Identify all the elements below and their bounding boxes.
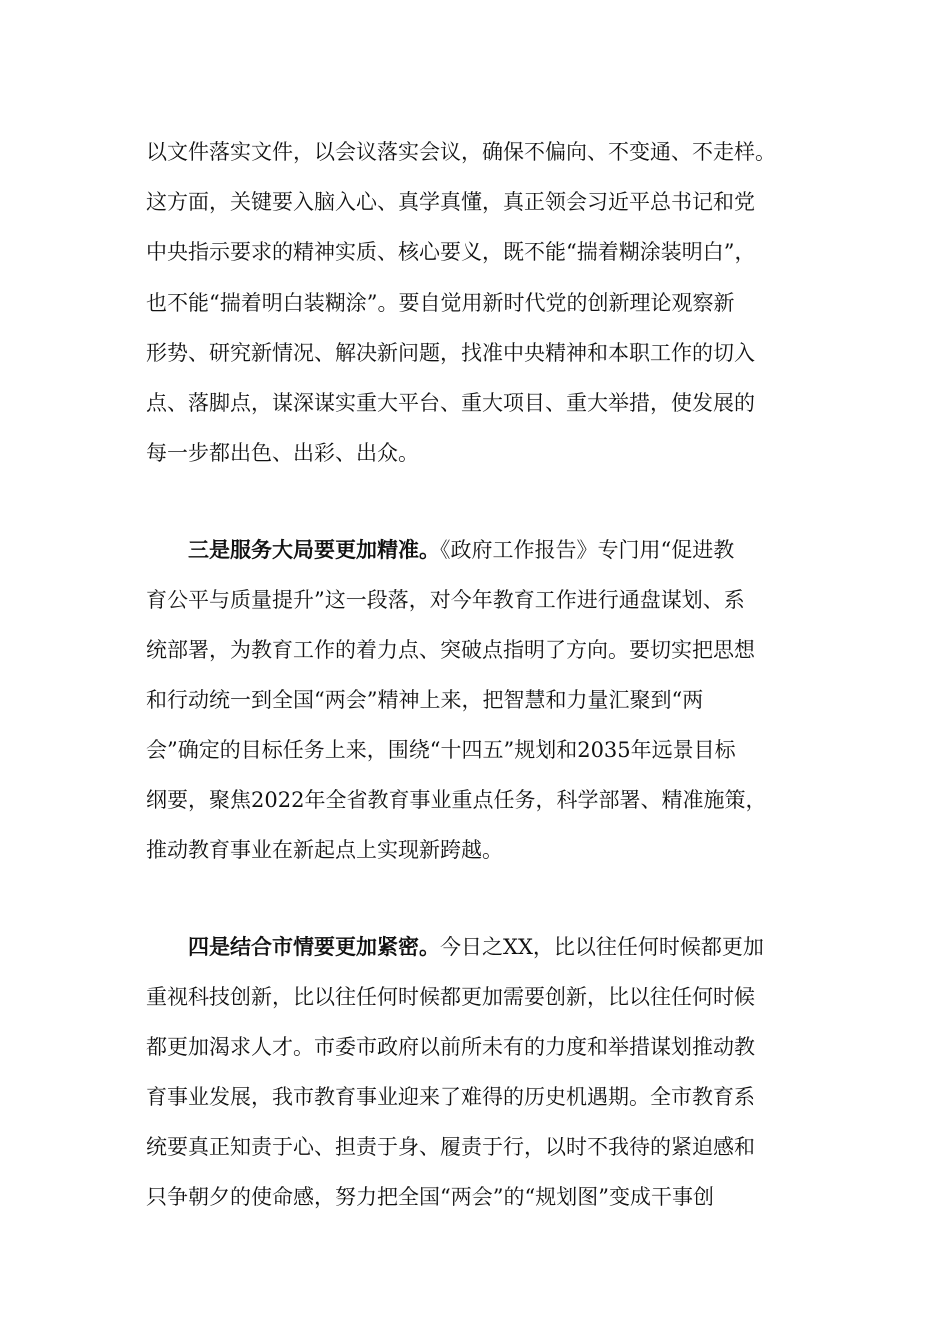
- paragraph-2-line-7: 推动教育事业在新起点上实现新跨越。: [146, 838, 503, 862]
- paragraph-1-line-5: 形势、研究新情况、解决新问题，找准中央精神和本职工作的切入: [146, 341, 755, 365]
- paragraph-1-line-3: 中央指示要求的精神实质、核心要义，既不能“揣着糊涂装明白”，: [146, 240, 756, 264]
- paragraph-2-line-2: 育公平与质量提升”这一段落，对今年教育工作进行通盘谋划、系: [146, 588, 745, 612]
- paragraph-3-line-4: 育事业发展，我市教育事业迎来了难得的历史机遇期。全市教育系: [146, 1085, 755, 1109]
- paragraph-3-heading: 四是结合市情要更加紧密。: [188, 934, 440, 959]
- paragraph-2-line-4: 和行动统一到全国“两会”精神上来，把智慧和力量汇聚到“两: [146, 688, 704, 712]
- paragraph-1-line-4: 也不能“揣着明白装糊涂”。要自觉用新时代党的创新理论观察新: [146, 291, 735, 315]
- paragraph-1-line-2: 这方面，关键要入脑入心、真学真懂，真正领会习近平总书记和党: [146, 190, 755, 214]
- paragraph-1-line-1: 以文件落实文件，以会议落实会议，确保不偏向、不变通、不走样。: [146, 140, 776, 164]
- paragraph-3-line-6: 只争朝夕的使命感，努力把全国“两会”的“规划图”变成干事创: [146, 1185, 714, 1209]
- paragraph-3-line-5: 统要真正知责于心、担责于身、履责于行，以时不我待的紧迫感和: [146, 1135, 755, 1159]
- paragraph-2-line-6: 纲要，聚焦2022年全省教育事业重点任务，科学部署、精准施策，: [146, 788, 767, 812]
- paragraph-2-line-5: 会”确定的目标任务上来，围绕“十四五”规划和2035年远景目标: [146, 738, 736, 762]
- paragraph-3-line-2: 重视科技创新，比以往任何时候都更加需要创新，比以往任何时候: [146, 985, 755, 1009]
- paragraph-3-line-3: 都更加渴求人才。市委市政府以前所未有的力度和举措谋划推动教: [146, 1035, 755, 1059]
- paragraph-3-first-line-text: 今日之XX，比以往任何时候都更加: [440, 935, 764, 959]
- paragraph-2-first-line: [188, 532, 734, 568]
- paragraph-1-line-6: 点、落脚点，谋深谋实重大平台、重大项目、重大举措，使发展的: [146, 391, 755, 415]
- paragraph-2-first-line-text: 《政府工作报告》专门用“促进教: [440, 538, 735, 562]
- paragraph-1-line-7: 每一步都出色、出彩、出众。: [146, 441, 419, 465]
- paragraph-3-first-line: [188, 929, 764, 965]
- paragraph-2-line-3: 统部署，为教育工作的着力点、突破点指明了方向。要切实把思想: [146, 638, 755, 662]
- paragraph-2-heading: 三是服务大局要更加精准。: [188, 537, 440, 562]
